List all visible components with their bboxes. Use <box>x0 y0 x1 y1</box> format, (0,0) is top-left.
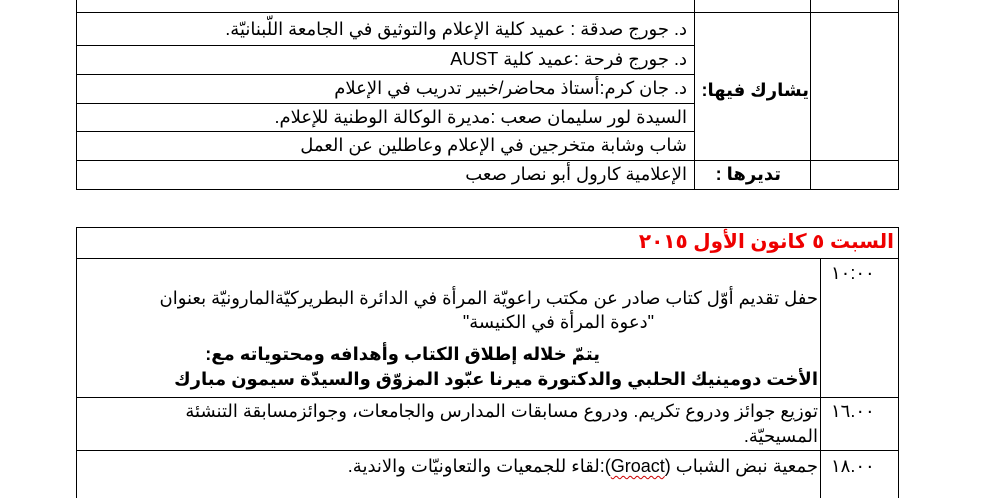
session-line: توزيع جوائز ودروع تكريم. ودروع مسابقات المدارس والجامعات، وجوائزمسابقة التنشئة <box>185 401 818 421</box>
row-divider <box>76 103 694 104</box>
table-border <box>76 160 899 161</box>
participant-item: د. جان كرم:أستاذ محاضر/خبير تدريب في الإعلام <box>334 78 687 98</box>
session-line: يتمّ خلاله إطلاق الكتاب وأهدافه ومحتوياته مع: <box>205 344 600 364</box>
session-time: ١٨.٠٠ <box>831 456 875 476</box>
table-border <box>898 0 899 190</box>
moderator-name: الإعلامية كارول أبو نصار صعب <box>465 164 687 184</box>
session-line <box>348 455 818 477</box>
moderator-label: تديرها : <box>715 164 781 184</box>
row-divider <box>76 397 899 398</box>
row-divider <box>76 258 899 259</box>
session-line: "دعوة المرأة في الكنيسة" <box>462 312 654 332</box>
column-divider <box>694 0 695 190</box>
day-title: السبت ٥ كانون الأول ٢٠١٥ <box>638 231 894 253</box>
row-divider <box>76 450 899 451</box>
session-line: المسيحيّة. <box>743 426 818 446</box>
column-divider <box>810 0 811 190</box>
participants-label: يشارك فيها: <box>701 80 809 100</box>
session-time: ١٠:٠٠ <box>831 263 875 283</box>
table-border <box>76 12 899 13</box>
session-line: الأخت دومينيك الحلبي والدكتورة ميرنا عبّود المزوّق والسيدّة سيمون مبارك <box>174 369 818 389</box>
table-border <box>76 0 77 190</box>
table-border <box>76 189 899 190</box>
participant-item: السيدة لور سليمان صعب :مديرة الوكالة الوطنية للإعلام. <box>274 107 687 127</box>
row-divider <box>76 45 694 46</box>
session-text-before: جمعية نبض الشباب ( <box>664 456 818 476</box>
participant-item: د. جورج فرحة :عميد كلية AUST <box>450 49 687 69</box>
table-border <box>898 227 899 498</box>
session-line: حفل تقديم أوّل كتاب صادر عن مكتب راعويّة المرأة في الدائرة البطريركيّةالمارونيّة بعنوان <box>159 288 818 308</box>
table-border <box>76 227 899 228</box>
session-text-after: ):لقاء للجمعيات والتعاونيّات والاندية. <box>347 456 611 476</box>
row-divider <box>76 131 694 132</box>
session-time: ١٦.٠٠ <box>831 401 875 421</box>
brand-name: Groact <box>610 456 665 476</box>
participant-item: شاب وشابة متخرجين في الإعلام وعاطلين عن العمل <box>300 135 687 155</box>
row-divider <box>76 74 694 75</box>
participant-item: د. جورج صدقة : عميد كلية الإعلام والتوثيق في الجامعة اللّبنانيّة. <box>225 19 687 39</box>
column-divider <box>820 258 821 498</box>
table-border <box>76 227 77 498</box>
